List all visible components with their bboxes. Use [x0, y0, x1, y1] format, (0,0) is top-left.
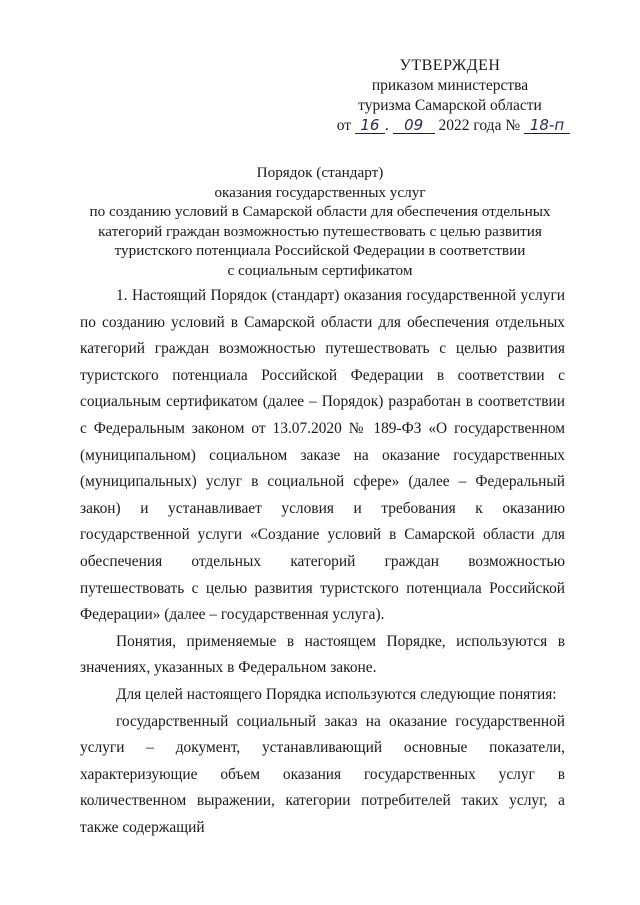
date-prefix: от [336, 117, 352, 134]
approval-date-line: от 16 . 09 2022 года № 18-п [300, 116, 600, 136]
handwritten-month: 09 [393, 117, 435, 134]
approval-stamp-block [300, 56, 600, 136]
heading-line: с социальным сертификатом [227, 261, 413, 279]
heading-line: Порядок (стандарт) [256, 164, 384, 181]
heading-line: туристского потенциала Российской Федерации в соответствии [114, 242, 526, 259]
document-body [80, 283, 565, 841]
handwritten-order-number: 18-п [524, 117, 570, 134]
handwritten-day: 16 [355, 117, 385, 134]
paragraph-4: государственный социальный заказ на оказание государственной услуги – документ, устанавливающий основные показатели, характеризующие объем оказания государственных услуг в количественном выражении, категории потребителей таких услуг, а также содержащий [80, 712, 565, 836]
heading-line: оказания государственных услуг [214, 183, 426, 201]
heading-line: по созданию условий в Самарской области для обеспечения отдельных [89, 203, 551, 220]
heading-line: категорий граждан возможностью путешествовать с целью развития [98, 222, 542, 240]
approval-line-2: туризма Самарской области [358, 97, 542, 114]
date-suffix: 2022 года № [438, 117, 521, 134]
paragraph-1: 1. Настоящий Порядок (стандарт) оказания государственной услуги по созданию условий в Самарской области для обеспечения отдельных категорий граждан возможностью путешествовать с целью развития туристского потенциала Российской Федерации в соответствии с социальным сертификатом (далее – Порядок) разработан в соответствии с Федеральным законом от 13.07.2020 № 189-ФЗ «О государственном (муниципальном) социальном заказе на оказание государственных (муниципальных) услуг в социальной сфере» (далее – Федеральный закон) и устанавливает условия и требования к оказанию государственной услуги «Создание условий в Самарской области для обеспечения отдельных категорий граждан возможностью путешествовать с целью развития туристского потенциала Российской Федерации» (далее – государственная услуга). [80, 287, 565, 624]
paragraph-3: Для целей настоящего Порядка используются следующие понятия: [116, 685, 557, 703]
approval-title: УТВЕРЖДЕН [399, 57, 501, 74]
document-heading [60, 163, 580, 280]
paragraph-2: Понятия, применяемые в настоящем Порядке, используются в значениях, указанных в Федеральном законе. [80, 632, 565, 677]
approval-line-1: приказом министерства [371, 77, 529, 94]
